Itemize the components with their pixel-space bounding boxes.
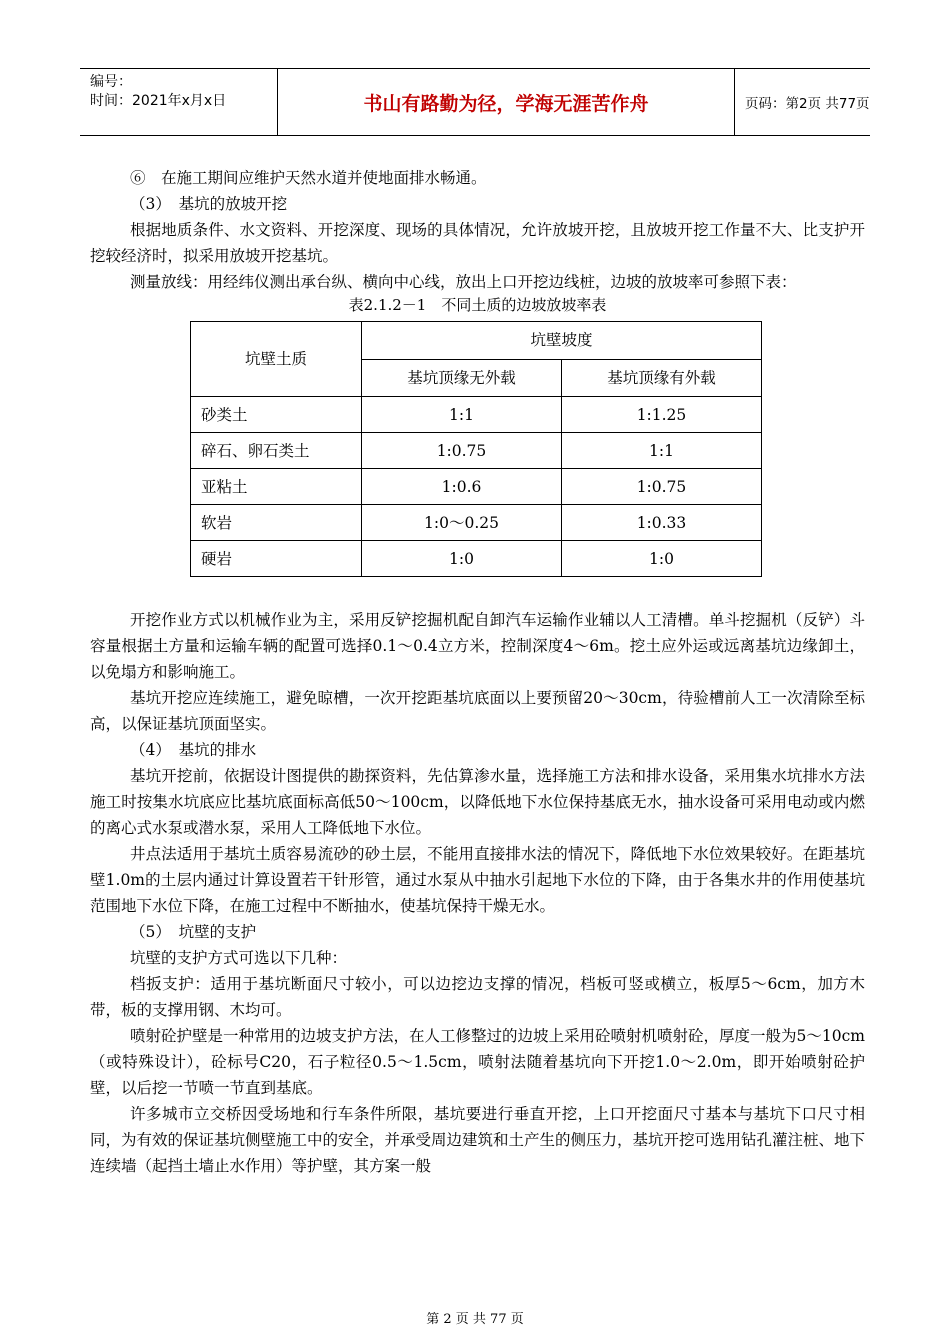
cell-no-load: 1:0～0.25: [362, 505, 562, 541]
paragraph: 基坑开挖应连续施工，避免晾槽，一次开挖距基坑底面以上要预留20～30cm，待验槽前人工一次清除至标高，以保证基坑顶面坚实。: [90, 689, 865, 733]
cell-no-load: 1:0: [362, 541, 562, 577]
table-row: [191, 541, 762, 577]
page-header: [80, 68, 870, 136]
paragraph: 档扳支护：适用于基坑断面尺寸较小，可以边挖边支撑的情况，档板可竖或横立，板厚5～6cm，加方木带，板的支撑用钢、木均可。: [90, 975, 865, 1019]
paragraph: 喷射砼护壁是一种常用的边坡支护方法，在人工修整过的边坡上采用砼喷射机喷射砼，厚度一般为5～10cm（或特殊设计），砼标号C20，石子粒径0.5～1.5cm，喷射法随着基坑向下开挖1.0～2.0m，即开始喷射砼护壁，以后挖一节喷一节直到基底。: [90, 1027, 865, 1097]
page-footer: 第 2 页 共 77 页: [426, 1312, 524, 1327]
header-soil-type: 坑壁土质: [191, 322, 362, 397]
paragraph: 基坑开挖前，依据设计图提供的勘探资料，先估算渗水量，选择施工方法和排水设备，采用集水坑排水方法施工时按集水坑底应比基坑底面标高低50～100cm，以降低地下水位保持基底无水，抽水设备可采用电动或内燃的离心式水泵或潜水泵，采用人工降低地下水位。: [90, 767, 865, 837]
table-row: [191, 469, 762, 505]
header-slope-group: 坑壁坡度: [362, 322, 762, 360]
table-row: [191, 433, 762, 469]
cell-with-load: 1:0: [562, 541, 762, 577]
spacer: [90, 577, 865, 607]
header-motto: 书山有路勤为径，学海无涯苦作舟: [278, 69, 735, 135]
cell-soil: 砂类土: [191, 397, 362, 433]
table-header-row: [191, 322, 762, 360]
cell-soil: 软岩: [191, 505, 362, 541]
header-number-label: 编号：: [90, 74, 132, 90]
document-body: [90, 165, 865, 1179]
section-heading: （4） 基坑的排水: [130, 741, 257, 759]
slope-ratio-table: [190, 321, 762, 577]
paragraph: 根据地质条件、水文资料、开挖深度、现场的具体情况，允许放坡开挖，且放坡开挖工作量不大、比支护开挖较经济时，拟采用放坡开挖基坑。: [90, 221, 865, 265]
cell-soil: 碎石、卵石类土: [191, 433, 362, 469]
cell-soil: 硬岩: [191, 541, 362, 577]
paragraph: 开挖作业方式以机械作业为主，采用反铲挖掘机配自卸汽车运输作业辅以人工清槽。单斗挖掘机（反铲）斗容量根据土方量和运输车辆的配置可选择0.1～0.4立方米，控制深度4～6m。挖土应外运或远离基坑边缘卸土，以免塌方和影响施工。: [90, 611, 865, 681]
cell-with-load: 1:1: [562, 433, 762, 469]
table-row: [191, 505, 762, 541]
cell-with-load: 1:0.75: [562, 469, 762, 505]
paragraph: 坑壁的支护方式可选以下几种：: [130, 949, 348, 967]
cell-with-load: 1:1.25: [562, 397, 762, 433]
header-page-info: 页码：第2页 共77页: [745, 96, 870, 112]
section-heading: （3） 基坑的放坡开挖: [130, 195, 288, 213]
paragraph: 测量放线：用经纬仪测出承台纵、横向中心线，放出上口开挖边线桩，边坡的放坡率可参照下表：: [130, 273, 797, 291]
cell-no-load: 1:0.6: [362, 469, 562, 505]
section-heading: （5） 坑壁的支护: [130, 923, 257, 941]
paragraph: ⑥ 在施工期间应维护天然水道并使地面排水畅通。: [130, 169, 487, 187]
table-caption: 表2.1.2－1 不同土质的边坡放坡率表: [348, 296, 607, 314]
cell-no-load: 1:1: [362, 397, 562, 433]
header-no-load: 基坑顶缘无外载: [362, 359, 562, 397]
cell-no-load: 1:0.75: [362, 433, 562, 469]
table-row: [191, 397, 762, 433]
header-meta: [80, 69, 278, 135]
header-with-load: 基坑顶缘有外载: [562, 359, 762, 397]
cell-soil: 亚粘土: [191, 469, 362, 505]
header-date: 时间：2021年x月x日: [90, 93, 227, 109]
paragraph: 井点法适用于基坑土质容易流砂的砂土层，不能用直接排水法的情况下，降低地下水位效果较好。在距基坑壁1.0m的土层内通过计算设置若干针形管，通过水泵从中抽水引起地下水位的下降，由于各集水井的作用使基坑范围地下水位下降，在施工过程中不断抽水，使基坑保持干燥无水。: [90, 845, 865, 915]
cell-with-load: 1:0.33: [562, 505, 762, 541]
paragraph: 许多城市立交桥因受场地和行车条件所限，基坑要进行垂直开挖，上口开挖面尺寸基本与基坑下口尺寸相同，为有效的保证基坑侧壁施工中的安全，并承受周边建筑和土产生的侧压力，基坑开挖可选用钻孔灌注桩、地下连续墙（起挡土墙止水作用）等护壁，其方案一般: [90, 1105, 866, 1175]
